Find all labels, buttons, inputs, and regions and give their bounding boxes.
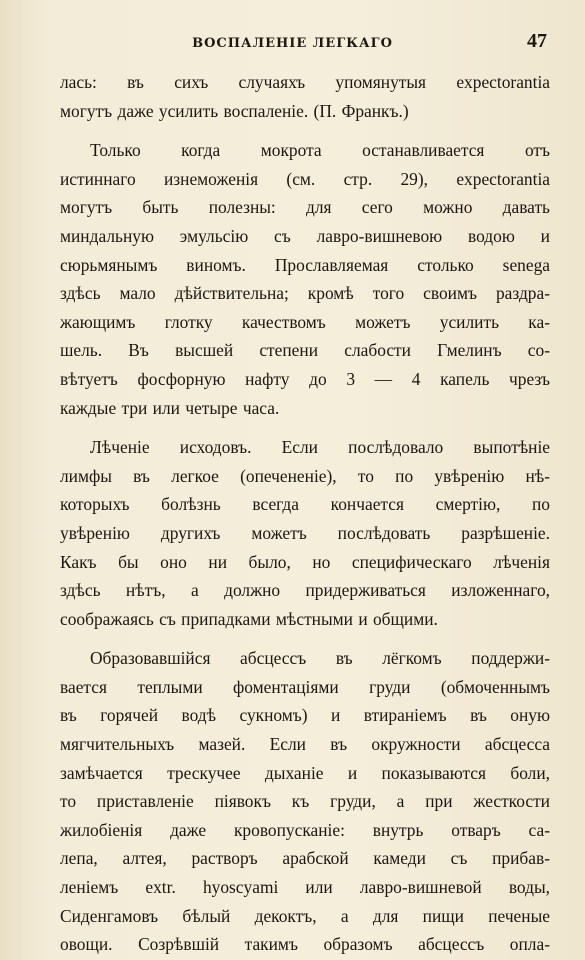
text-line: лась: въ сихъ случаяхъ упомянутыя expectorantia <box>60 72 550 92</box>
text-line: Образовавшійся абсцессъ въ лёгкомъ поддержи- <box>90 648 550 669</box>
text-line: здѣсь мало дѣйствительна; кромѣ того своимъ раздра- <box>60 283 550 304</box>
text-line: жающимъ глотку качествомъ можетъ усилить ка- <box>60 311 550 332</box>
text-line: лимфы въ легкое (опечененіе), то по увѣренію нѣ- <box>60 465 550 486</box>
text-line: Лѣченіе исходовъ. Если послѣдовало выпотѣніе <box>90 437 550 458</box>
text-line: Только когда мокрота останавливается отъ <box>90 140 550 161</box>
text-line: Сиденгамовъ бѣлый декоктъ, а для пищи печеные <box>60 905 550 926</box>
text-line: увѣренію другихъ можетъ послѣдовать разрѣшеніе. <box>60 522 550 543</box>
paragraph-gap <box>60 422 550 433</box>
text-line: могутъ даже усилить воспаленіе. (П. Франкъ.) <box>60 100 409 121</box>
text-line: сюрьмянымъ виномъ. Прославляемая столько senega <box>60 254 550 275</box>
running-head: ВОСПАЛЕНІЕ ЛЕГКАГО <box>192 36 393 51</box>
paragraph-gap <box>60 633 550 644</box>
text-line: шель. Въ высшей степени слабости Гмелинъ со- <box>60 340 550 361</box>
page-number: 47 <box>527 30 547 52</box>
text-line: вается теплыми фоментаціями груди (обмоченнымъ <box>60 676 550 697</box>
text-line: могутъ быть полезны: для сего можно давать <box>60 197 550 218</box>
body-text <box>60 68 550 959</box>
text-line: лепа, алтея, растворъ арабской камеди съ прибав- <box>60 848 550 869</box>
text-line: овощи. Созрѣвшій такимъ образомъ абсцессъ опла- <box>60 934 550 955</box>
text-line: Какъ бы оно ни было, но специфическаго лѣченія <box>60 551 550 572</box>
text-line: каждые три или четыре часа. <box>60 397 280 418</box>
text-line: здѣсь нѣтъ, а должно придерживаться изложеннаго, <box>60 580 550 601</box>
text-line: истиннаго изнеможенія (см. стр. 29), expectorantia <box>60 168 550 189</box>
text-line: мягчительныхъ мазей. Если въ окружности абсцесса <box>60 734 550 755</box>
page-header <box>0 30 585 58</box>
text-line: въ горячей водѣ сукномъ) и втираніемъ въ оную <box>60 705 550 726</box>
text-line: леніемъ extr. hyoscyami или лавро-вишневой воды, <box>60 877 550 898</box>
paragraph-gap <box>60 125 550 136</box>
text-line: жилобіенія даже кровопусканіе: внутрь отваръ са- <box>60 819 550 840</box>
text-line: соображаясь съ припадками мѣстными и общими. <box>60 608 438 629</box>
text-line: замѣчается трескучее дыханіе и показываются боли, <box>60 762 550 783</box>
text-line: которыхъ болѣзнь всегда кончается смертію, по <box>60 494 550 515</box>
text-line: то приставленіе піявокъ къ груди, а при жесткости <box>60 791 550 812</box>
text-line: вѣтуетъ фосфорную нафту до 3 — 4 капель чрезъ <box>60 368 550 389</box>
text-line: миндальную эмульсію съ лавро-вишневою водою и <box>60 225 550 246</box>
